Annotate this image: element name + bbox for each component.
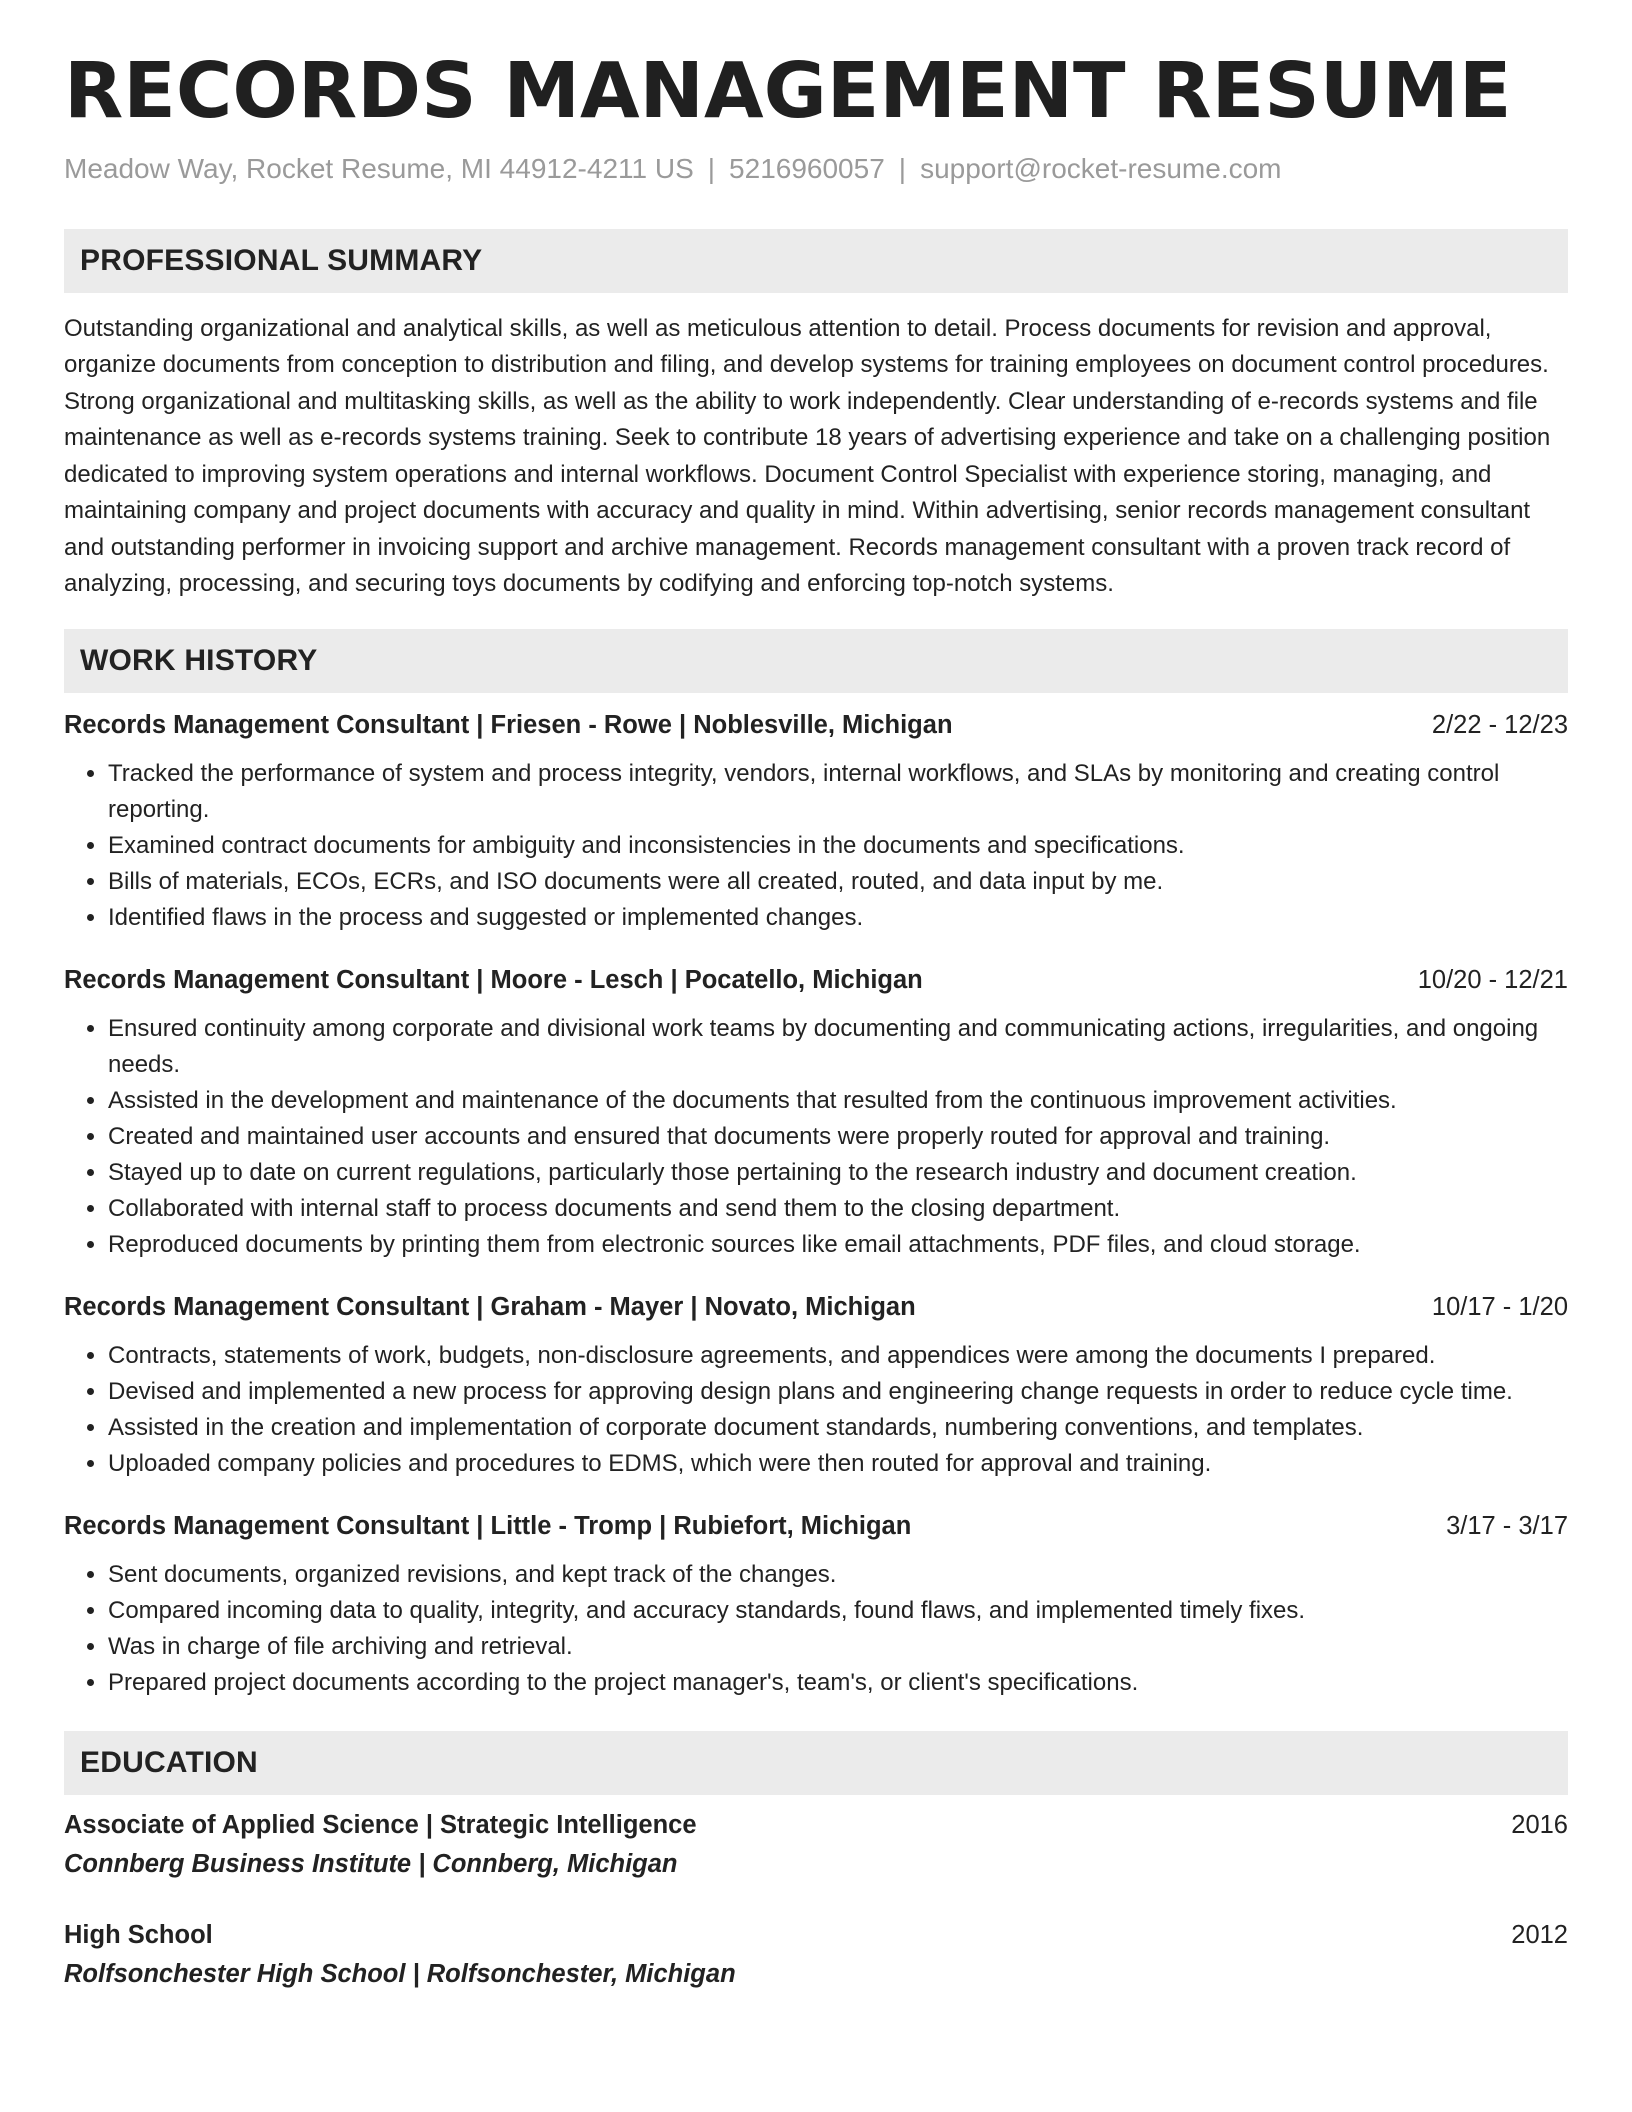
job-bullet: • Created and maintained user accounts and ensured that documents were properly routed for approval and training. (108, 1119, 1568, 1155)
job-title: Records Management Consultant | Friesen - Rowe | Noblesville, Michigan (64, 710, 953, 739)
job-bullet: • Examined contract documents for ambiguity and inconsistencies in the documents and specifications. (108, 828, 1568, 864)
job-dates: 2/22 - 12/23 (1431, 710, 1568, 739)
job-bullet: • Stayed up to date on current regulations, particularly those pertaining to the research industry and document creation. (108, 1155, 1568, 1191)
job-bullet: • Ensured continuity among corporate and divisional work teams by documenting and communicating actions, irregularities, and ongoing needs. (108, 1011, 1568, 1083)
job-bullet: • Uploaded company policies and procedures to EDMS, which were then routed for approval and training. (108, 1446, 1568, 1482)
job-bullet: • Assisted in the creation and implementation of corporate document standards, numbering conventions, and templates. (108, 1410, 1568, 1446)
contact-phone: 5216960057 (729, 152, 885, 184)
job-entry (64, 966, 1568, 1263)
job-bullets (64, 756, 1568, 936)
job-header (64, 711, 1568, 740)
job-bullet: • Sent documents, organized revisions, and kept track of the changes. (108, 1557, 1568, 1593)
education-list (64, 1811, 1568, 1989)
education-entry (64, 1921, 1568, 1989)
job-bullets (64, 1557, 1568, 1701)
education-school: Connberg Business Institute | Connberg, Michigan (64, 1849, 678, 1878)
education-header (64, 1921, 1568, 1950)
job-header (64, 1293, 1568, 1322)
job-bullet: • Contracts, statements of work, budgets, non-disclosure agreements, and appendices were among the documents I prepared. (108, 1338, 1568, 1374)
contact-email: support@rocket-resume.com (920, 152, 1282, 184)
contact-separator: | (898, 152, 907, 184)
resume-title: RECORDS MANAGEMENT RESUME (64, 47, 1512, 136)
job-bullets (64, 1338, 1568, 1482)
work-history-list (64, 711, 1568, 1701)
summary-text: Outstanding organizational and analytical skills, as well as meticulous attention to detail. Process documents for revision and approval, organize documents from conception to distribution and filing, and develop systems for training employees on document control procedures. Strong organizational and multitasking skills, as well as the ability to work independently. Clear understanding of e-records systems and file maintenance as well as e-records systems training. Seek to contribute 18 years of advertising experience and take on a challenging position dedicated to improving system operations and internal workflows. Document Control Specialist with experience storing, managing, and maintaining company and project documents with accuracy and quality in mind. Within advertising, senior records management consultant and outstanding performer in invoicing support and archive management. Records management consultant with a proven track record of analyzing, processing, and securing toys documents by codifying and enforcing top-notch systems. (64, 314, 1551, 598)
job-bullet: • Bills of materials, ECOs, ECRs, and ISO documents were all created, routed, and data input by me. (108, 864, 1568, 900)
section-heading-education: EDUCATION (64, 1731, 1568, 1795)
education-entry (64, 1811, 1568, 1879)
job-header (64, 966, 1568, 995)
job-bullet: • Reproduced documents by printing them from electronic sources like email attachments, PDF files, and cloud storage. (108, 1227, 1568, 1263)
job-dates: 3/17 - 3/17 (1446, 1511, 1568, 1540)
job-dates: 10/20 - 12/21 (1417, 965, 1568, 994)
education-degree: Associate of Applied Science | Strategic Intelligence (64, 1810, 697, 1839)
job-bullet: • Devised and implemented a new process for approving design plans and engineering change requests in order to reduce cycle time. (108, 1374, 1568, 1410)
section-heading-work-history: WORK HISTORY (64, 629, 1568, 693)
job-entry (64, 1293, 1568, 1482)
contact-separator: | (707, 152, 716, 184)
job-bullet: • Compared incoming data to quality, integrity, and accuracy standards, found flaws, and implemented timely fixes. (108, 1593, 1568, 1629)
education-year: 2016 (1511, 1810, 1568, 1839)
job-bullet: • Prepared project documents according to the project manager's, team's, or client's specifications. (108, 1665, 1568, 1701)
job-header (64, 1512, 1568, 1541)
job-bullet: • Collaborated with internal staff to process documents and send them to the closing department. (108, 1191, 1568, 1227)
job-title: Records Management Consultant | Graham - Mayer | Novato, Michigan (64, 1292, 916, 1321)
job-bullet: • Assisted in the development and maintenance of the documents that resulted from the continuous improvement activities. (108, 1083, 1568, 1119)
job-entry (64, 1512, 1568, 1701)
job-bullet: • Was in charge of file archiving and retrieval. (108, 1629, 1568, 1665)
job-entry (64, 711, 1568, 936)
job-bullet: • Identified flaws in the process and suggested or implemented changes. (108, 900, 1568, 936)
job-title: Records Management Consultant | Little - Tromp | Rubiefort, Michigan (64, 1511, 912, 1540)
job-bullets (64, 1011, 1568, 1263)
job-dates: 10/17 - 1/20 (1431, 1292, 1568, 1321)
education-degree: High School (64, 1920, 213, 1949)
job-title: Records Management Consultant | Moore - Lesch | Pocatello, Michigan (64, 965, 923, 994)
education-school: Rolfsonchester High School | Rolfsonchester, Michigan (64, 1959, 736, 1988)
education-header (64, 1811, 1568, 1840)
education-year: 2012 (1511, 1920, 1568, 1949)
section-heading-summary: PROFESSIONAL SUMMARY (64, 229, 1568, 293)
contact-line (64, 153, 1568, 185)
job-bullet: • Tracked the performance of system and process integrity, vendors, internal workflows, and SLAs by monitoring and creating control reporting. (108, 756, 1568, 828)
contact-address: Meadow Way, Rocket Resume, MI 44912-4211 US (64, 152, 694, 184)
